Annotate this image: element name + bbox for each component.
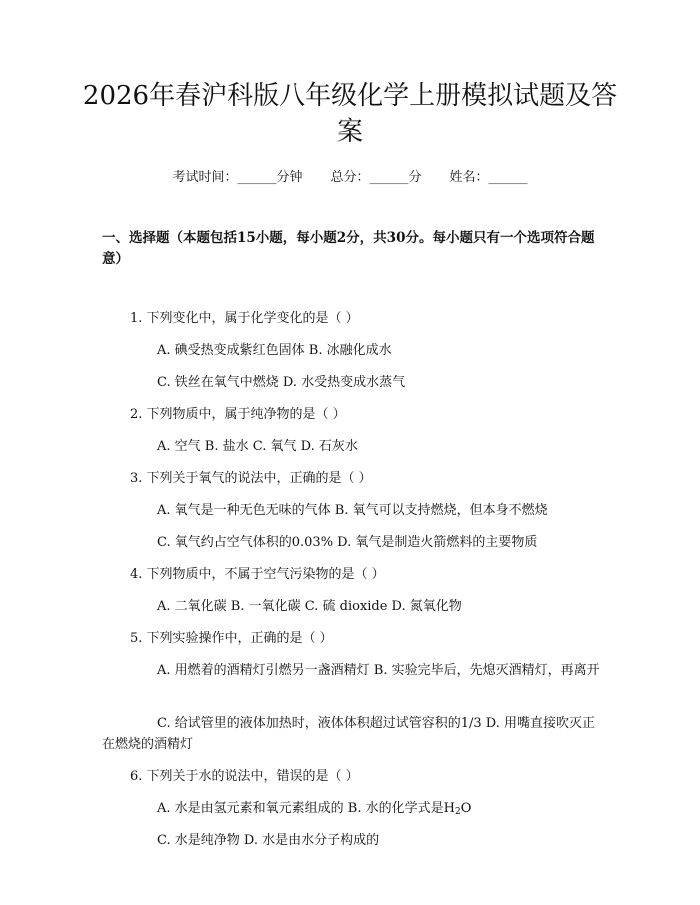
question-3-options-cd: C. 氧气约占空气体积的0.03% D. 氧气是制造火箭燃料的主要物质: [157, 535, 538, 550]
total-score-field: 总分：______分: [330, 170, 422, 185]
question-1-options-cd: C. 铁丝在氧气中燃烧 D. 水受热变成水蒸气: [157, 375, 406, 390]
exam-time-field: 考试时间：______分钟: [172, 170, 303, 185]
question-3-options-ab: A. 氧气是一种无色无味的气体 B. 氧气可以支持燃烧，但本身不燃烧: [157, 503, 548, 518]
question-6-options-ab-text: A. 水是由氢元素和氧元素组成的 B. 水的化学式是: [157, 801, 444, 816]
question-6-options-ab: [157, 798, 602, 819]
question-1-stem: 1. 下列变化中，属于化学变化的是（ ）: [130, 311, 359, 326]
question-2-options: A. 空气 B. 盐水 C. 氧气 D. 石灰水: [157, 439, 358, 454]
question-2-stem: 2. 下列物质中，属于纯净物的是（ ）: [130, 407, 346, 422]
water-formula: $H_2O$: [443, 801, 472, 817]
question-5-stem: 5. 下列实验操作中，正确的是（ ）: [130, 631, 333, 646]
exam-meta: [0, 168, 700, 188]
question-4-stem: 4. 下列物质中，不属于空气污染物的是（ ）: [130, 567, 385, 582]
question-6-stem: 6. 下列关于水的说法中，错误的是（ ）: [130, 769, 359, 784]
page-title: 2026年春沪科版八年级化学上册模拟试题及答案: [82, 81, 618, 147]
question-1-options-ab: A. 碘受热变成紫红色固体 B. 冰融化成水: [157, 343, 392, 358]
student-name-field: 姓名：______: [449, 170, 528, 185]
section-heading-choice: 一、选择题（本题包括15小题，每小题2分，共30分。每小题只有一个选项符合题意）: [102, 230, 595, 267]
question-4-options: A. 二氧化碳 B. 一氧化碳 C. 硫 dioxide D. 氮氧化物: [157, 599, 462, 614]
question-5-options-ab: A. 用燃着的酒精灯引燃另一盏酒精灯 B. 实验完毕后，先熄灭酒精灯，再离开: [157, 663, 600, 678]
question-6-options-cd: C. 水是纯净物 D. 水是由水分子构成的: [157, 833, 380, 848]
question-5-options-cd: C. 给试管里的液体加热时，液体体积超过试管容积的1/3 D. 用嘴直接吹灭正在燃烧的酒精灯: [102, 716, 596, 752]
question-3-stem: 3. 下列关于氧气的说法中，正确的是（ ）: [130, 471, 372, 486]
